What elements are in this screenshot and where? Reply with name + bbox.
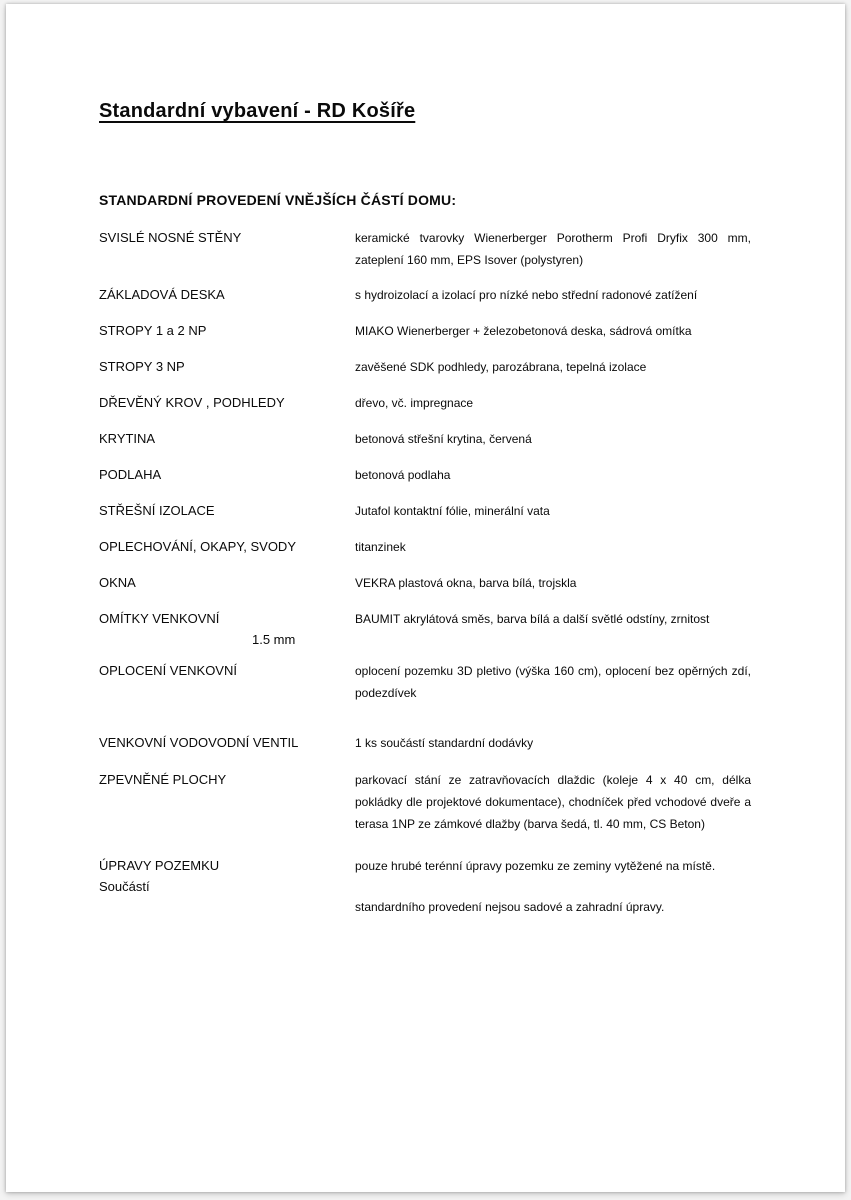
spec-value [355, 608, 751, 630]
spec-value-paragraph: Jutafol kontaktní fólie, minerální vata [355, 504, 550, 518]
spec-table [99, 227, 751, 918]
spec-label-line: STROPY 3 NP [99, 359, 185, 374]
spec-value [355, 320, 751, 342]
spec-row [99, 284, 751, 306]
spec-label-line: OPLOCENÍ VENKOVNÍ [99, 663, 237, 678]
spec-value-paragraph: zavěšené SDK podhledy, parozábrana, tepelná izolace [355, 360, 647, 374]
document-page [6, 4, 845, 1192]
spec-label [99, 392, 355, 413]
spec-value-paragraph: pouze hrubé terénní úpravy pozemku ze zeminy vytěžené na místě. [355, 859, 716, 873]
spec-row [99, 356, 751, 378]
spec-value [355, 500, 751, 522]
spec-value-paragraph: MIAKO Wienerberger + železobetonová deska, sádrová omítka [355, 324, 692, 338]
spec-value [355, 392, 751, 414]
spec-row [99, 769, 751, 835]
spec-label-line: ZPEVNĚNÉ PLOCHY [99, 772, 227, 787]
spec-value-paragraph: oplocení pozemku 3D pletivo (výška 160 cm), oplocení bez opěrných zdí, podezdívek [355, 664, 751, 700]
spec-label-line: PODLAHA [99, 467, 162, 482]
spec-value-paragraph: keramické tvarovky Wienerberger Porotherm Profi Dryfix 300 mm, zateplení 160 mm, EPS Isover (polystyren) [355, 231, 751, 267]
spec-label-line: OKNA [99, 575, 136, 590]
spec-value-paragraph: 1 ks součástí standardní dodávky [355, 736, 534, 750]
spec-label [99, 284, 355, 305]
spec-label-line: STŘEŠNÍ IZOLACE [99, 503, 215, 518]
spec-label-line: Součástí [99, 879, 150, 894]
spec-label [99, 464, 355, 485]
spec-value-paragraph: betonová střešní krytina, červená [355, 432, 532, 446]
spec-label [99, 660, 355, 681]
spec-value [355, 428, 751, 450]
spec-label-line: STROPY 1 a 2 NP [99, 323, 207, 338]
spec-value-paragraph: dřevo, vč. impregnace [355, 396, 474, 410]
spec-row [99, 608, 751, 650]
spec-label-line: 1.5 mm [252, 632, 296, 647]
spec-label-line: OMÍTKY VENKOVNÍ [99, 611, 220, 626]
spec-label-line: KRYTINA [99, 431, 156, 446]
spec-label-line: SVISLÉ NOSNÉ STĚNY [99, 230, 242, 245]
spec-label-line: ÚPRAVY POZEMKU [99, 858, 220, 873]
spec-value [355, 732, 751, 754]
spec-value-paragraph: betonová podlaha [355, 468, 451, 482]
spec-value [355, 227, 751, 271]
spec-row [99, 392, 751, 414]
spec-label [99, 428, 355, 449]
spec-value-paragraph: titanzinek [355, 540, 406, 554]
spec-value [355, 284, 751, 306]
spec-value [355, 464, 751, 486]
spec-label [99, 536, 355, 557]
spec-label-line: VENKOVNÍ VODOVODNÍ VENTIL [99, 735, 299, 750]
spec-value-paragraph: VEKRA plastová okna, barva bílá, trojskla [355, 576, 577, 590]
spec-row [99, 572, 751, 594]
spec-row [99, 227, 751, 271]
spec-label [99, 769, 355, 790]
spec-row [99, 500, 751, 522]
spec-row [99, 464, 751, 486]
spec-label [99, 320, 355, 341]
spec-value [355, 572, 751, 594]
spec-value-paragraph: standardního provedení nejsou sadové a zahradní úpravy. [355, 900, 665, 914]
spec-label [99, 608, 355, 650]
spec-row [99, 732, 751, 754]
spec-value [355, 356, 751, 378]
page-content [6, 4, 845, 918]
spec-value [355, 769, 751, 835]
spec-row [99, 536, 751, 558]
spec-value-paragraph: BAUMIT akrylátová směs, barva bílá a další světlé odstíny, zrnitost [355, 612, 710, 626]
spec-label [99, 500, 355, 521]
section-heading: STANDARDNÍ PROVEDENÍ VNĚJŠÍCH ČÁSTÍ DOMU: [99, 192, 457, 208]
spec-label-line: OPLECHOVÁNÍ, OKAPY, SVODY [99, 539, 296, 554]
spec-row [99, 855, 751, 918]
spec-label [99, 356, 355, 377]
spec-value [355, 536, 751, 558]
spec-value [355, 660, 751, 704]
spec-label [99, 227, 355, 248]
spec-label [99, 732, 355, 753]
spec-value-paragraph: parkovací stání ze zatravňovacích dlaždic (koleje 4 x 40 cm, délka pokládky dle projektové dokumentace), chodníček před vchodové dveře a terasa 1NP ze zámkové dlažby (barva šedá, tl. 40 mm, CS Beton) [355, 773, 751, 831]
spec-row [99, 320, 751, 342]
spec-label-line: DŘEVĚNÝ KROV , PODHLEDY [99, 395, 285, 410]
page-title: Standardní vybavení - RD Košíře [99, 100, 416, 122]
spec-label [99, 572, 355, 593]
spec-label [99, 855, 355, 897]
spec-value-paragraph: s hydroizolací a izolací pro nízké nebo střední radonové zatížení [355, 288, 698, 302]
spec-row [99, 428, 751, 450]
spec-value [355, 855, 751, 918]
spec-label-line: ZÁKLADOVÁ DESKA [99, 287, 225, 302]
spec-row [99, 660, 751, 704]
